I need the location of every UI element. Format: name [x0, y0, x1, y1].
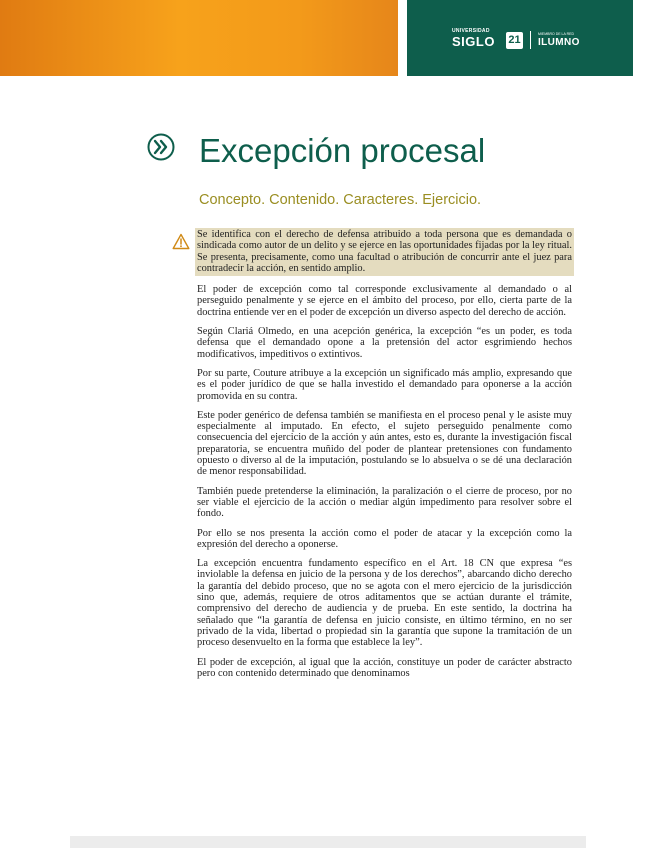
logo-university-label: UNIVERSIDAD: [452, 28, 490, 34]
page-subtitle: Concepto. Contenido. Caracteres. Ejercicio.: [199, 192, 482, 208]
document-body: [197, 228, 572, 687]
body-paragraph: Según Clariá Olmedo, en una acepción genérica, la excepción “es un poder, es toda defensa que el demandado opone a la pretensión del actor esgrimiendo hechos modificativos, impeditivos o extintivos.: [197, 326, 572, 360]
page-title: Excepción procesal: [199, 132, 486, 169]
logo-separator: [530, 31, 531, 49]
warning-triangle-icon: [172, 233, 190, 250]
body-paragraph: Por ello se nos presenta la acción como el poder de atacar y la excepción como la expresión del derecho a oponerse.: [197, 527, 572, 550]
header-banner-orange: [0, 0, 398, 76]
logo-partner: ILUMNO: [538, 37, 580, 48]
body-paragraph: También puede pretenderse la eliminación, la paralización o el cierre de proceso, por no ser viable el ejercicio de la acción o mediar algún impedimento para resolver sobre el fondo.: [197, 485, 572, 520]
double-chevron-circle-icon: [146, 132, 176, 162]
footer-bar: [70, 836, 586, 848]
logo-badge: 21: [506, 32, 523, 49]
body-paragraph: Este poder genérico de defensa también se manifiesta en el proceso penal y le asiste muy especialmente al imputado. En efecto, el sujeto perseguido penalmente como consecuencia del ejercicio de la acción y aún antes, esto es, durante la investigación fiscal preparatoria, se encuentra muñido del poder de plantear pretensiones con fundamento opuesto o diverso al de la imputación, postulando se lo absuelva o se dé una declaración de menor responsabilidad.: [197, 409, 572, 478]
body-paragraph: El poder de excepción como tal corresponde exclusivamente al demandado o al perseguido penalmente y se ejerce en el ámbito del proceso, por ello, cierta parte de la doctrina entiende ver en el poder de excepción un diverso aspecto del derecho de acción.: [197, 284, 572, 318]
logo-name: SIGLO: [452, 34, 495, 49]
body-paragraph: Por su parte, Couture atribuye a la excepción un significado más amplio, expresando que es el poder jurídico de que se halla investido el demandado para oponerse a la acción promovida en su contra.: [197, 367, 572, 402]
body-paragraph: La excepción encuentra fundamento específico en el Art. 18 CN que expresa “es inviolable la defensa en juicio de la persona y de los derechos”, abarcando dicho derecho la garantía del debido proceso, que no se agota con el mero ejercicio de la jurisdicción sino que, además, requiere de otros aditamentos que se actúan durante el trámite, comprensivo del derecho de audiencia y de prueba. En este sentido, la doctrina ha señalado que “la garantía de defensa en juicio consiste, en último término, en no ser privado de la vida, libertad o propiedad sin la garantía que supone la tramitación de un proceso desenvuelto en la forma que establece la ley”.: [197, 558, 572, 649]
body-paragraph: El poder de excepción, al igual que la acción, constituye un poder de carácter abstracto pero con contenido determinado que denominamos: [197, 656, 572, 679]
logo-member-label: MIEMBRO DE LA RED: [538, 32, 574, 36]
highlighted-paragraph: Se identifica con el derecho de defensa atribuido a toda persona que es demandada o sindicada como autor de un delito y se ejerce en las oportunidades fijadas por la ley ritual. Se presenta, precisamente, como una facultad o atribución de concurrir ante el juez para contradecir la acción, en sentido amplio.: [195, 228, 574, 276]
